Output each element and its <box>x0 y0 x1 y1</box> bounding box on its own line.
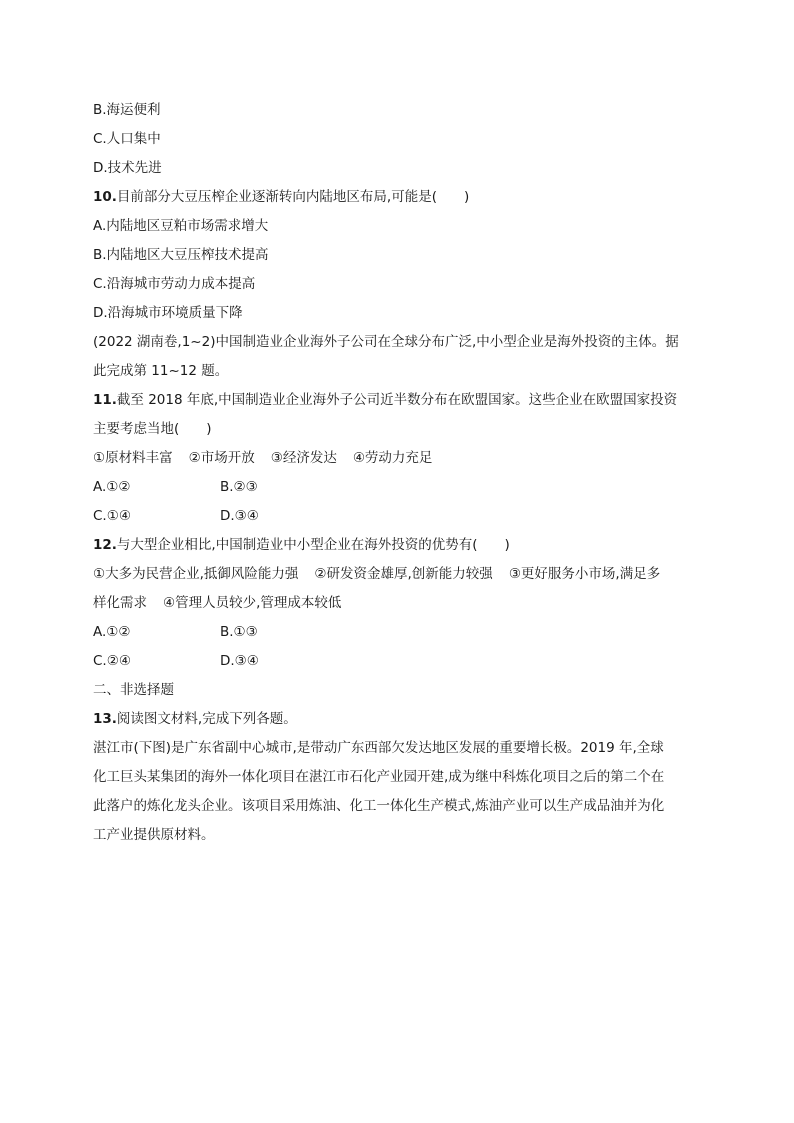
q10-stem-text: 目前部分大豆压榨企业逐渐转向内陆地区布局,可能是( ) <box>116 189 470 205</box>
q9-option-b: B.海运便利 <box>93 102 161 118</box>
q12-statement-4: ④管理人员较少,管理成本较低 <box>163 595 342 611</box>
q9-option-d: D.技术先进 <box>93 160 162 176</box>
material-11-12-line2: 此完成第 11~12 题。 <box>93 363 229 379</box>
q11-option-d: D.③④ <box>220 508 259 524</box>
q13-paragraph-line4: 工产业提供原材料。 <box>93 827 215 843</box>
q11-option-c: C.①④ <box>93 508 131 524</box>
q11-statements <box>93 444 703 473</box>
q11-number: 11. <box>93 392 117 408</box>
q11-options-row2 <box>93 502 703 531</box>
q12-statement-3: ③更好服务小市场,满足多 <box>508 566 661 582</box>
q12-stem <box>93 531 703 560</box>
q12-option-d: D.③④ <box>220 653 259 669</box>
q13-stem <box>93 705 703 734</box>
q12-options-row1 <box>93 618 703 647</box>
material-11-12-line1: (2022 湖南卷,1~2)中国制造业企业海外子公司在全球分布广泛,中小型企业是海外投资的主体。据 <box>93 334 679 350</box>
q10-option-b: B.内陆地区大豆压榨技术提高 <box>93 247 269 263</box>
q12-stem-text: 与大型企业相比,中国制造业中小型企业在海外投资的优势有( ) <box>116 537 510 553</box>
q11-statement-2: ②市场开放 <box>188 450 255 466</box>
q13-paragraph-line2: 化工巨头某集团的海外一体化项目在湛江市石化产业园开建,成为继中科炼化项目之后的第二个在 <box>93 769 665 785</box>
q12-statement-1: ①大多为民营企业,抵御风险能力强 <box>93 566 299 582</box>
q12-option-c: C.②④ <box>93 653 131 669</box>
q11-stem-line2: 主要考虑当地( ) <box>93 421 212 437</box>
q10-number: 10. <box>93 189 117 205</box>
q10-option-c: C.沿海城市劳动力成本提高 <box>93 276 256 292</box>
q13-paragraph-line1: 湛江市(下图)是广东省副中心城市,是带动广东西部欠发达地区发展的重要增长极。2019 年,全球 <box>93 740 664 756</box>
q10-option-a: A.内陆地区豆粕市场需求增大 <box>93 218 269 234</box>
section-heading-non-choice: 二、非选择题 <box>93 682 174 698</box>
q11-statement-1: ①原材料丰富 <box>93 450 173 466</box>
q12-statements-line1 <box>93 560 703 589</box>
document-page <box>93 96 703 850</box>
q11-stem-line1 <box>93 386 703 415</box>
q11-stem-text: 截至 2018 年底,中国制造业企业海外子公司近半数分布在欧盟国家。这些企业在欧盟国家投资 <box>116 392 678 408</box>
q12-statement-2: ②研发资金雄厚,创新能力较强 <box>314 566 493 582</box>
q12-statement-3-cont: 样化需求 <box>93 595 147 611</box>
q11-options-row1 <box>93 473 703 502</box>
q12-number: 12. <box>93 537 117 553</box>
q11-option-b: B.②③ <box>220 479 258 495</box>
q10-stem <box>93 183 703 212</box>
q11-statement-3: ③经济发达 <box>270 450 337 466</box>
q12-options-row2 <box>93 647 703 676</box>
q11-option-a: A.①② <box>93 479 131 495</box>
q11-statement-4: ④劳动力充足 <box>352 450 433 466</box>
q12-statements-line2 <box>93 589 703 618</box>
q12-option-a: A.①② <box>93 624 131 640</box>
q13-stem-text: 阅读图文材料,完成下列各题。 <box>116 711 297 727</box>
q9-option-c: C.人口集中 <box>93 131 161 147</box>
q12-option-b: B.①③ <box>220 624 258 640</box>
q13-paragraph-line3: 此落户的炼化龙头企业。该项目采用炼油、化工一体化生产模式,炼油产业可以生产成品油并为化 <box>93 798 665 814</box>
q10-option-d: D.沿海城市环境质量下降 <box>93 305 243 321</box>
q13-number: 13. <box>93 711 117 727</box>
